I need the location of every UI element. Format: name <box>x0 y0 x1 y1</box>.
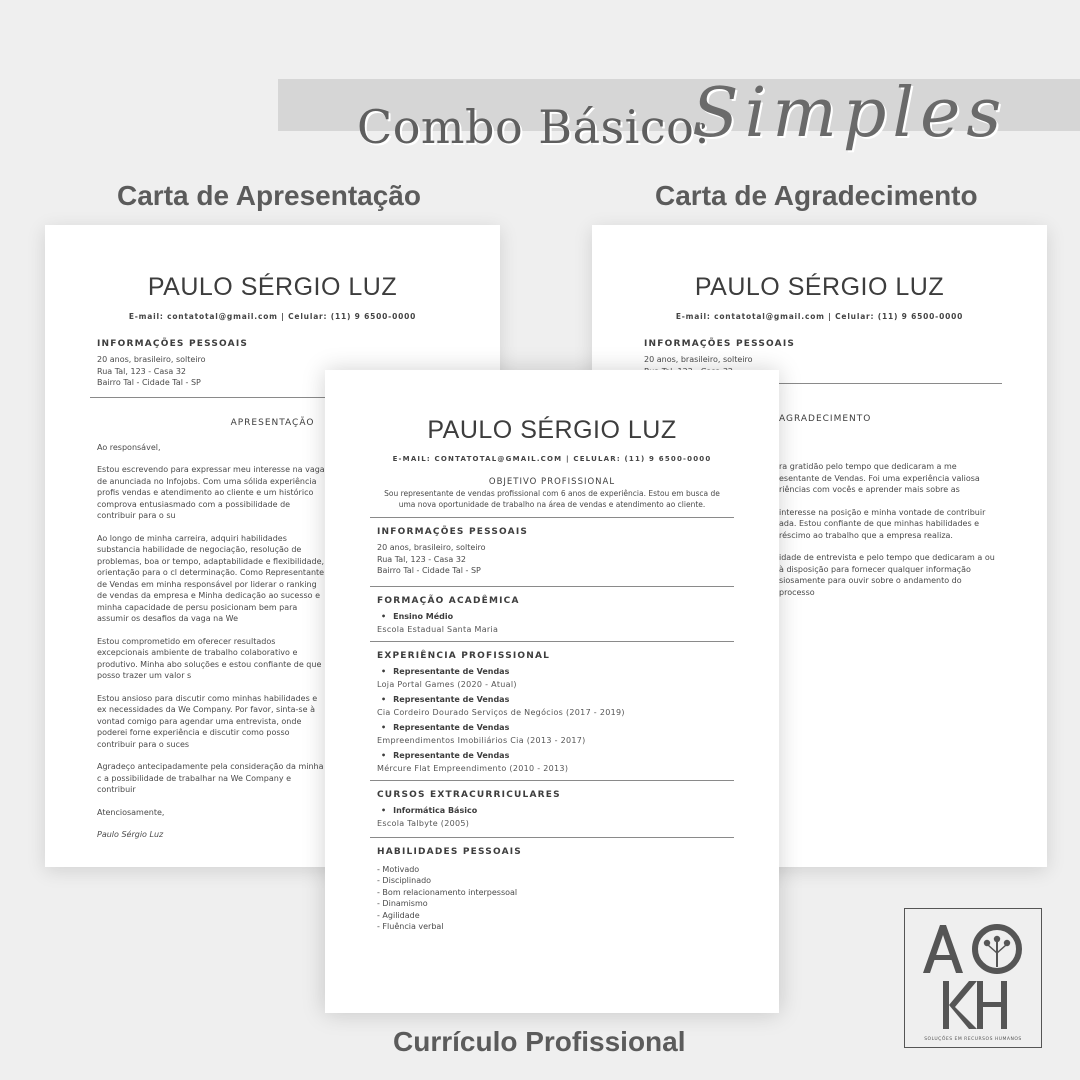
thanks-section-title: AGRADECIMENTO <box>779 414 872 424</box>
logo-mark <box>905 909 1041 1047</box>
title-main: Combo Básico: <box>357 100 711 154</box>
cover-info-line: 20 anos, brasileiro, solteiro <box>97 355 206 364</box>
cover-signature: Paulo Sérgio Luz <box>97 830 164 839</box>
cover-greeting: Ao responsável, <box>97 442 161 452</box>
skill-item: - Motivado <box>377 864 420 874</box>
divider <box>370 586 734 587</box>
course-school: Escola Talbyte (2005) <box>377 818 470 828</box>
resume-info-line: Bairro Tal - Cidade Tal - SP <box>377 566 481 575</box>
resume-info-line: Rua Tal, 123 - Casa 32 <box>377 554 467 564</box>
resume-name: PAULO SÉRGIO LUZ <box>427 416 677 444</box>
resume-contact: E-MAIL: CONTATOTAL@GMAIL.COM | CELULAR: (11) 9 6500-0000 <box>392 455 712 463</box>
experience-company: Loja Portal Games (2020 - Atual) <box>377 679 517 689</box>
experience-role: • Representante de Vendas <box>377 751 779 760</box>
experience-role: • Representante de Vendas <box>377 667 779 676</box>
cover-section-title: APRESENTAÇÃO <box>230 417 315 428</box>
objective-text: Sou representante de vendas profissional com 6 anos de experiência. Estou em busca de uma nova oportunidade de trabalho na área de vendas e atendimento ao cliente. <box>384 489 720 509</box>
cover-info-title: INFORMAÇÕES PESSOAIS <box>97 339 249 349</box>
cover-paragraph: Agradeço antecipadamente pela consideração da minha c a possibilidade de trabalhar na We Company e contribuir <box>97 762 324 794</box>
title-script: Simples <box>692 74 1008 153</box>
cover-closing: Atenciosamente, <box>97 807 165 817</box>
skill-item: - Fluência verbal <box>377 922 444 931</box>
divider <box>370 837 734 838</box>
cover-paragraph: Estou comprometido em oferecer resultados excepcionais ambiente de trabalho colaborativo e produtivo. Minha abo soluções e estou confiante de que posso trazer um valor s <box>97 636 322 680</box>
skill-item: - Dinamismo <box>377 899 428 908</box>
skill-item: - Bom relacionamento interpessoal <box>377 887 518 897</box>
course-item: • Informática Básico <box>377 806 779 815</box>
cover-info-line: Bairro Tal - Cidade Tal - SP <box>97 378 201 387</box>
experience-company: Empreendimentos Imobiliários Cia (2013 - 2017) <box>377 735 586 745</box>
thanks-paragraph: ra gratidão pelo tempo que dedicaram a me esentante de Vendas. Foi uma experiência valiosa riências com vocês e aprender mais sobre as <box>779 462 980 494</box>
cover-paragraph: Estou escrevendo para expressar meu interesse na vaga de anunciada no Infojobs. Com uma sólida experiência profis vendas e atendimento ao cliente e um histórico comprova entusiasmado com a possibilidade de contribuir para o su <box>97 465 325 520</box>
experience-company: Mércure Flat Empreendimento (2010 - 2013) <box>377 763 569 773</box>
experience-role: • Representante de Vendas <box>377 723 779 732</box>
resume-info-title: INFORMAÇÕES PESSOAIS <box>377 527 529 537</box>
thanks-info-line: 20 anos, brasileiro, solteiro <box>644 355 753 364</box>
skill-item: - Disciplinado <box>377 876 432 885</box>
thanks-info-title: INFORMAÇÕES PESSOAIS <box>644 339 796 349</box>
education-title: FORMAÇÃO ACADÊMICA <box>377 595 520 606</box>
caption-right: Carta de Agradecimento <box>655 180 978 211</box>
cover-paragraph: Estou ansioso para discutir como minhas habilidades e ex necessidades da We Company. Por favor, sinta-se à vontad comigo para agendar uma entrevista, onde poderei forne experiência e discutir como posso contribuir para o suces <box>97 693 318 749</box>
thanks-contact: E-mail: contatotal@gmail.com | Celular: (11) 9 6500-0000 <box>675 312 964 321</box>
thanks-name: PAULO SÉRGIO LUZ <box>694 273 945 301</box>
resume-page <box>325 370 779 1013</box>
education-item: • Ensino Médio <box>377 612 779 621</box>
resume-info-line: 20 anos, brasileiro, solteiro <box>377 543 486 552</box>
aokh-logo <box>904 908 1042 1048</box>
education-school: Escola Estadual Santa Maria <box>377 624 499 634</box>
cover-info-line: Rua Tal, 123 - Casa 32 <box>97 366 187 376</box>
experience-title: EXPERIÊNCIA PROFISSIONAL <box>377 650 551 661</box>
divider <box>370 517 734 518</box>
skills-title: HABILIDADES PESSOAIS <box>377 846 522 857</box>
skill-item: - Agilidade <box>377 910 420 920</box>
caption-bottom: Currículo Profissional <box>393 1026 686 1057</box>
divider <box>370 641 734 642</box>
experience-role: • Representante de Vendas <box>377 695 779 704</box>
objective-title: OBJETIVO PROFISSIONAL <box>488 477 616 487</box>
divider <box>370 780 734 781</box>
caption-left: Carta de Apresentação <box>117 180 421 211</box>
thanks-paragraph: interesse na posição e minha vontade de contribuir ada. Estou confiante de que minhas habilidades e réscimo ao trabalho que a empresa realiza. <box>779 507 986 540</box>
thanks-paragraph: idade de entrevista e pelo tempo que dedicaram a ou à disposição para fornecer qualquer informação siosamente para ouvir sobre o andamento do processo <box>779 553 995 597</box>
cover-paragraph: Ao longo de minha carreira, adquiri habilidades substancia habilidade de negociação, resolução de problemas, boa or tempo, adaptabilidade e flexibilidade, orientação para o cl determinação. Como Representante de Vendas em minha responsável por liderar o ranking de vendas da empresa e Minha dedicação ao sucesso e minha capacidade de persu posicionam bem para assumir os desafios da vaga na We <box>97 533 325 623</box>
logo-tagline: SOLUÇÕES EM RECURSOS HUMANOS <box>924 1037 1022 1042</box>
cover-contact: E-mail: contatotal@gmail.com | Celular: (11) 9 6500-0000 <box>128 312 417 321</box>
experience-company: Cia Cordeiro Dourado Serviços de Negócios (2017 - 2019) <box>377 707 625 717</box>
cover-name: PAULO SÉRGIO LUZ <box>147 273 398 301</box>
courses-title: CURSOS EXTRACURRICULARES <box>377 789 561 800</box>
